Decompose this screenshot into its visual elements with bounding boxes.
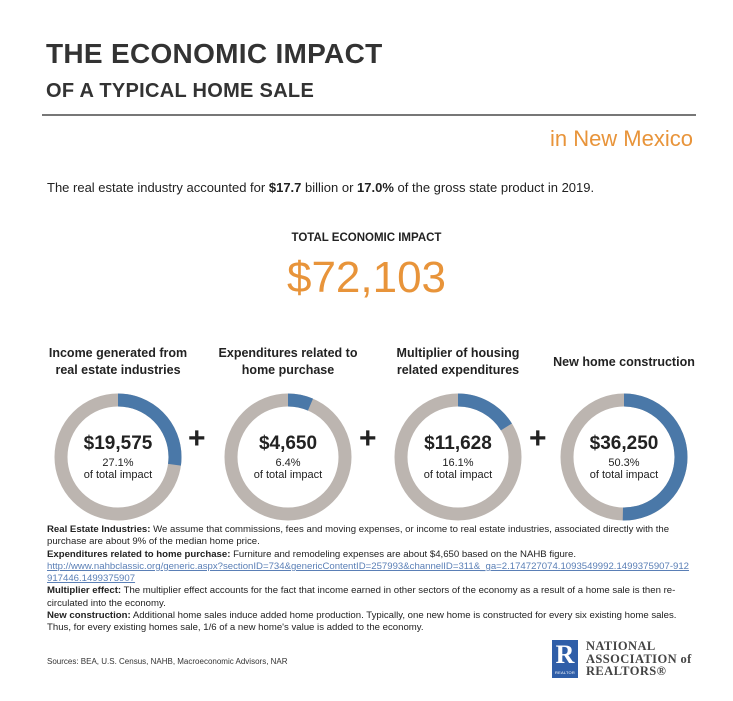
- note-expenditures: [47, 549, 692, 561]
- note-label: New construction:: [47, 610, 131, 622]
- note-label: Real Estate Industries:: [47, 524, 151, 535]
- note-real-estate: [47, 524, 692, 549]
- impact-sub-label: of total impact: [589, 469, 659, 481]
- impact-sub-label: of total impact: [423, 469, 493, 481]
- impact-column-income: [38, 340, 198, 522]
- note-label: Expenditures related to home purchase:: [47, 548, 231, 560]
- nahb-source-link[interactable]: http://www.nahbclassic.org/generic.aspx?sectionID=734&genericContentID=257993&channelID=311&_ga=2.174727074.1093549992.1499375907-912917446.1499375907: [47, 560, 690, 585]
- intro-percent: 17.0%: [357, 180, 394, 195]
- footnotes: [47, 524, 692, 635]
- donut-label: [559, 392, 689, 522]
- total-impact-label: TOTAL ECONOMIC IMPACT: [291, 232, 442, 244]
- donut-chart: [223, 392, 353, 522]
- donut-label: [53, 392, 183, 522]
- impact-percent: 27.1%: [102, 457, 134, 469]
- impact-column-multiplier: [378, 340, 538, 522]
- impact-percent: 16.1%: [442, 457, 474, 469]
- title-line-1: THE ECONOMIC IMPACT: [46, 38, 383, 69]
- intro-prefix: The real estate industry accounted for: [47, 180, 269, 195]
- note-text: We assume that commissions, fees and moving expenses, or income to real estate industries, associated directly with the purchase are about 9% of the median home price.: [47, 524, 670, 548]
- realtor-mark-icon: [552, 640, 578, 678]
- nar-logo: [552, 640, 692, 678]
- impact-column-expenditures: [208, 340, 368, 522]
- logo-line-2: ASSOCIATION of: [586, 651, 692, 666]
- impact-percent: 6.4%: [275, 457, 301, 469]
- impact-value: $19,575: [83, 433, 153, 454]
- total-impact-value: $72,103: [286, 253, 447, 302]
- donut-chart: [53, 392, 183, 522]
- note-multiplier: [47, 585, 692, 610]
- note-construction: [47, 610, 692, 635]
- note-text: Additional home sales induce added home production. Typically, one new home is constructed for every six existing home sales. Thus, for every existing homes sale, 1/6 of a new home's value is added to the economy.: [47, 610, 677, 634]
- note-label: Multiplier effect:: [47, 585, 122, 597]
- donut-label: [223, 392, 353, 522]
- sources-line: Sources: BEA, U.S. Census, NAHB, Macroeconomic Advisors, NAR: [47, 657, 288, 666]
- impact-column-construction: [544, 340, 704, 522]
- note-text: Furniture and remodeling expenses are about $4,650 based on the NAHB figure.: [230, 548, 577, 560]
- donut-label: [393, 392, 523, 522]
- region-label: in New Mexico: [549, 126, 693, 151]
- column-heading: Multiplier of housing related expenditures: [396, 346, 520, 377]
- plus-operator: +: [529, 422, 547, 455]
- plus-operator: +: [188, 422, 206, 455]
- intro-sentence: [47, 180, 594, 195]
- plus-operator: +: [359, 422, 377, 455]
- intro-middle: billion or: [301, 180, 358, 195]
- impact-sub-label: of total impact: [253, 469, 323, 481]
- title-line-2: OF A TYPICAL HOME SALE: [46, 80, 315, 102]
- intro-billions: $17.7: [268, 180, 302, 195]
- column-heading: New home construction: [553, 354, 695, 369]
- title-divider: [42, 114, 696, 116]
- impact-value: $11,628: [424, 433, 492, 454]
- logo-mark-sub: REALTOR: [555, 670, 575, 675]
- column-heading: Income generated from real estate industries: [48, 346, 188, 377]
- logo-mark-letter: R: [555, 640, 575, 669]
- impact-value: $4,650: [258, 433, 318, 454]
- logo-line-1: NATIONAL: [586, 639, 656, 653]
- logo-wordmark: [586, 640, 692, 678]
- logo-line-3: REALTORS®: [586, 664, 667, 678]
- donut-chart: [559, 392, 689, 522]
- impact-percent: 50.3%: [608, 457, 640, 469]
- donut-chart: [393, 392, 523, 522]
- impact-value: $36,250: [589, 433, 659, 454]
- intro-suffix: of the gross state product in 2019.: [393, 180, 595, 195]
- column-heading: Expenditures related to home purchase: [218, 346, 358, 377]
- impact-sub-label: of total impact: [83, 469, 153, 481]
- note-text: The multiplier effect accounts for the fact that income earned in other sectors of the economy as a result of a home sale is then re-circulated into the economy.: [47, 585, 676, 609]
